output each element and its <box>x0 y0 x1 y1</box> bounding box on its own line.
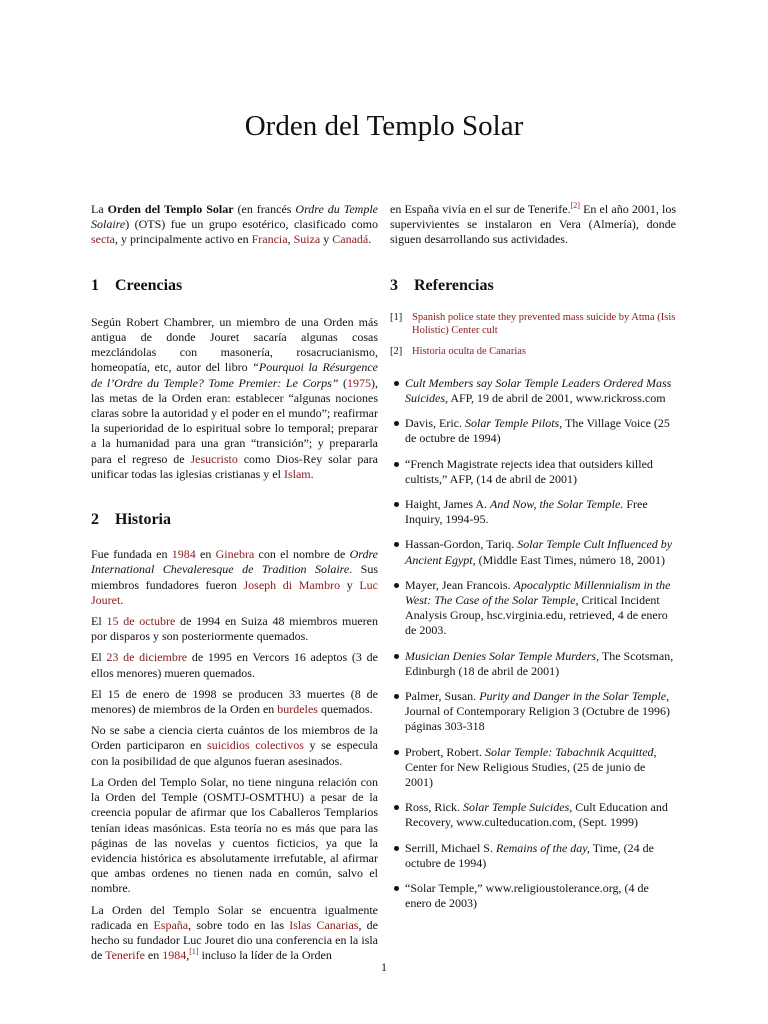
citation-1[interactable]: [1] <box>189 947 199 957</box>
section-heading-historia: 2 Historia <box>91 511 171 529</box>
historia-paragraph-4: El 15 de enero de 1998 se producen 33 muertes (8 de menores) de miembros de la Orden en burdeles quemados. <box>91 686 378 717</box>
bibliography-item: Probert, Robert. Solar Temple: Tabachnik Acquitted, Center for New Religious Studies, (25 de junio de 2001) <box>390 745 676 791</box>
bibliography-item: Ross, Rick. Solar Temple Suicides, Cult Education and Recovery, www.culteducation.com, (Sept. 1999) <box>390 800 676 830</box>
section-heading-referencias: 3 Referencias <box>390 276 494 294</box>
bibliography-item: Davis, Eric. Solar Temple Pilots, The Village Voice (25 de octubre de 1994) <box>390 416 676 446</box>
bibliography-item: Cult Members say Solar Temple Leaders Ordered Mass Suicides, AFP, 19 de abril de 2001, www.rickross.com <box>390 376 676 406</box>
bibliography-item: Mayer, Jean Francois. Apocalyptic Millennialism in the West: The Case of the Solar Temple, Critical Incident Analysis Group, hsc.virginia.edu, retrieved, 4 de enero de 2003. <box>390 578 676 639</box>
link-15-octubre[interactable]: 15 de octubre <box>106 614 176 629</box>
left-column <box>91 202 378 969</box>
link-suiza[interactable]: Suiza <box>293 232 321 247</box>
bibliography-item: Hassan-Gordon, Tariq. Solar Temple Cult Influenced by Ancient Egypt, (Middle East Times, número 18, 2001) <box>390 537 676 567</box>
link-1975[interactable]: 1975 <box>347 375 371 390</box>
section-heading-creencias: 1 Creencias <box>91 276 183 294</box>
link-jesucristo[interactable]: Jesucristo <box>190 451 238 466</box>
footnote-link-1[interactable]: Spanish police state they prevented mass suicide by Atma (Isis Holistic) Center cult <box>412 311 676 336</box>
link-canada[interactable]: Canadá <box>332 232 369 247</box>
historia-paragraph-2: El 15 de octubre de 1994 en Suiza 48 miembros mueren por disparos y son posteriormente quemados. <box>91 614 378 644</box>
link-francia[interactable]: Francia <box>251 232 288 247</box>
link-burdeles[interactable]: burdeles <box>277 702 318 717</box>
link-ginebra[interactable]: Ginebra <box>215 547 255 562</box>
bibliography-item: “French Magistrate rejects idea that outsiders killed cultists,” AFP, (14 de abril de 2001) <box>390 457 676 487</box>
historia-paragraph-1: Fue fundada en 1984 en Ginebra con el nombre de Ordre International Chevaleresque de Tradition Solaire. Sus miembros fundadores fueron Joseph di Mambro y Luc Jouret. <box>91 547 379 607</box>
link-islam[interactable]: Islam <box>283 466 311 481</box>
bibliography-item: Haight, James A. And Now, the Solar Temple. Free Inquiry, 1994-95. <box>390 497 676 527</box>
bibliography-item: “Solar Temple,” www.religioustolerance.org, (4 de enero de 2003) <box>390 881 676 911</box>
link-luc-jouret[interactable]: Luc Jouret <box>91 577 378 607</box>
historia-paragraph-3: El 23 de diciembre de 1995 en Vercors 16 adeptos (3 de ellos menores) mueren quemados. <box>91 650 378 680</box>
bibliography-item: Serrill, Michael S. Remains of the day, Time, (24 de octubre de 1994) <box>390 841 676 871</box>
link-secta[interactable]: secta <box>91 232 115 247</box>
page-title: Orden del Templo Solar <box>244 110 524 142</box>
link-islas-canarias[interactable]: Islas Canarias <box>289 917 359 932</box>
link-1984-b[interactable]: 1984 <box>162 948 187 963</box>
page-number: 1 <box>381 960 387 974</box>
creencias-paragraph: Según Robert Chambrer, un miembro de una Orden más antigua de donde Jouret sacaría algunas cosas mezclándolas con masonería, rosacrucianismo, homeopatía, etc, autor del libro “Pourquoi la Résurgence de l’Ordre du Temple? Tome Premier: Le Corps” (1975), las metas de la Orden eran: establecer “algunas nociones claras sobre la autoridad y el poder en el mundo”; reafirmar la superioridad de lo espiritual sobre lo temporal; preparar a la humanidad para una gran “transición”; y prepararla para el regreso de Jesucristo como Dios-Rey solar para unificar todas las iglesias cristianas y el Islam. <box>91 314 378 481</box>
bibliography-item: Palmer, Susan. Purity and Danger in the Solar Temple, Journal of Contemporary Religion 3 (Octubre de 1996) páginas 303-318 <box>390 689 676 735</box>
link-23-diciembre[interactable]: 23 de diciembre <box>106 650 188 665</box>
footnote-item: [1] Spanish police state they prevented mass suicide by Atma (Isis Holistic) Center cult <box>390 311 676 336</box>
continued-paragraph: en España vivía en el sur de Tenerife.[2] En el año 2001, los supervivientes se instalaron en Vera (Almería), donde siguen desarrollando sus actividades. <box>390 201 676 247</box>
link-1984[interactable]: 1984 <box>171 547 196 562</box>
link-suicidios-colectivos[interactable]: suicidios colectivos <box>207 738 304 753</box>
bibliography-item: Musician Denies Solar Temple Murders, The Scotsman, Edinburgh (18 de abril de 2001) <box>390 649 676 679</box>
citation-2[interactable]: [2] <box>570 201 580 210</box>
right-column <box>390 202 676 922</box>
footnote-item: [2] Historia oculta de Canarias <box>390 345 527 357</box>
historia-paragraph-5: No se sabe a ciencia cierta cuántos de los miembros de la Orden participaron en suicidios colectivos y se especula con la posibilidad de que algunos fueran asesinados. <box>91 723 378 768</box>
link-espana[interactable]: España <box>153 917 189 932</box>
historia-paragraph-6: La Orden del Templo Solar, no tiene ninguna relación con la Orden del Temple (OSMTJ-OSMTHU) a pesar de la creencia popular de afirmar que los Caballeros Templarios tenían ideas masónicas. Esta teoría no es más que para las páginas de las novelas y cuentos ficticios, ya que la evidencia histórica es absolutamente irrefutable, al afirmar que ambas ordenes no tienen nada en común, salvo el nombre. <box>91 774 378 896</box>
link-tenerife[interactable]: Tenerife <box>105 948 145 963</box>
historia-paragraph-7: La Orden del Templo Solar se encuentra igualmente radicada en España, sobre todo en las Islas Canarias, de hecho su fundador Luc Jouret dio una conferencia en la isla de Tenerife en 1984,[1] incluso la líder de la Orden <box>91 902 379 963</box>
intro-paragraph: La Orden del Templo Solar (en francés Ordre du Temple Solaire) (OTS) fue un grupo esotérico, clasificado como secta, y principalmente activo en Francia, Suiza y Canadá. <box>91 202 378 247</box>
footnote-link-2[interactable]: Historia oculta de Canarias <box>412 345 527 357</box>
footnote-list <box>390 311 676 358</box>
bibliography-list <box>390 376 676 912</box>
link-joseph-di-mambro[interactable]: Joseph di Mambro <box>243 577 341 592</box>
